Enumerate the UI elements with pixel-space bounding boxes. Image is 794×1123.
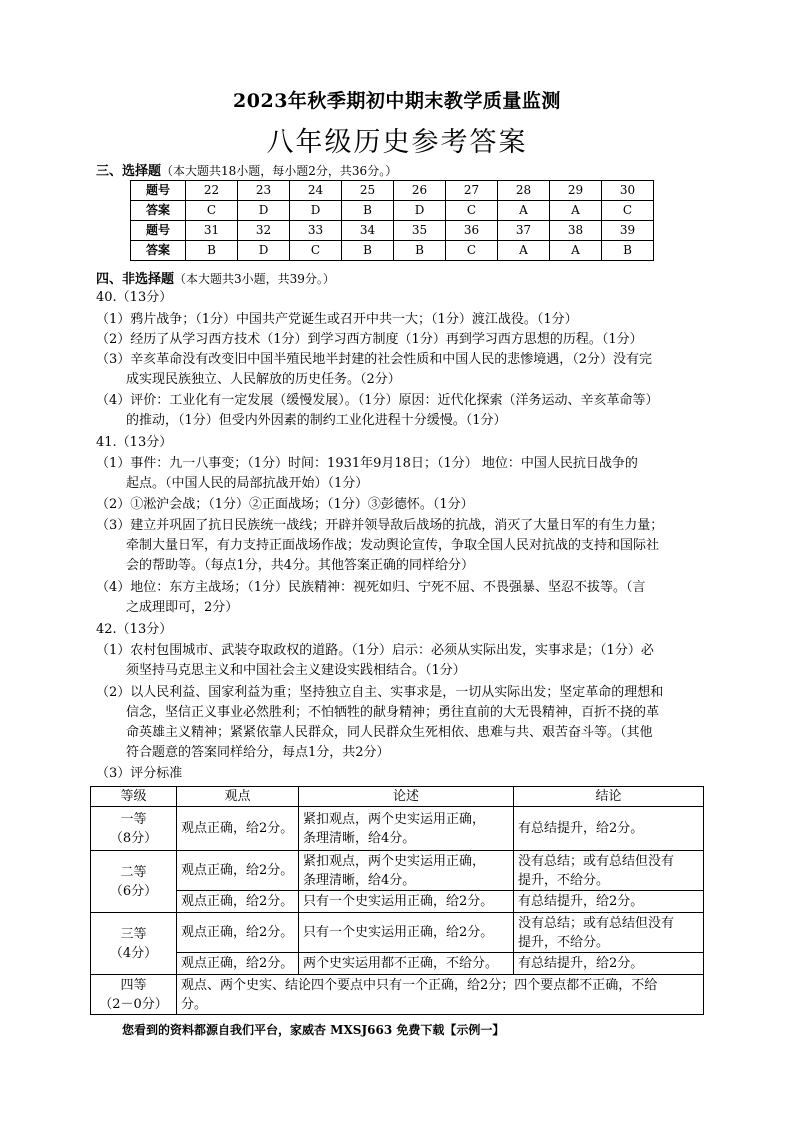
table-row: 二等 （6分） 观点正确，给2分。 紧扣观点，两个史实运用正确， 条理清晰，给4分。 没有总结；或有总结但没有 提升，不给分。 bbox=[91, 851, 704, 891]
table-row: 答案 B D C B B C A A B bbox=[131, 241, 654, 261]
table-row: 一等 （8分） 观点正确，给2分。 紧扣观点，两个史实运用正确， 条理清晰，给4分。 有总结提升，给2分。 bbox=[91, 807, 704, 851]
answer-line: 的推动，（1分）但受内外因素的制约工业化进程十分缓慢。（1分） bbox=[126, 413, 507, 428]
answer-line: 信念，坚信正义事业必然胜利；不怕牺牲的献身精神；勇往直前的大无畏精神，百折不挠的革 bbox=[126, 705, 660, 720]
table-row: 观点正确，给2分。 两个史实运用都不正确，不给分。 有总结提升，给2分。 bbox=[91, 953, 704, 975]
answer-line: （3）建立并巩固了抗日民族统一战线；开辟并领导敌后战场的抗战，消灭了大量日军的有生力量； bbox=[96, 518, 664, 533]
answer-line: 符合题意的答案同样给分，每点1分，共2分） bbox=[126, 745, 390, 760]
answer-line: 会的帮助等。（每点1分，共4分。其他答案正确的同样给分） bbox=[126, 558, 475, 573]
section-heading-multiple-choice: 三、选择题（本大题共18小题，每小题2分，共36分。） bbox=[96, 164, 398, 179]
question-42-header: 42.（13分） bbox=[96, 622, 173, 637]
table-row: 三等 （4分） 观点正确，给2分。 只有一个史实运用正确，给2分。 没有总结；或有总结但没有 提升，不给分。 bbox=[91, 913, 704, 953]
answer-line: （1）农村包围城市、武装夺取政权的道路。（1分）启示：必须从实际出发，实事求是；（1分）必 bbox=[96, 643, 654, 658]
table-row: 观点正确，给2分。 只有一个史实运用正确，给2分。 有总结提升，给2分。 bbox=[91, 891, 704, 913]
answer-line: 牵制大量日军，有力支持正面战场作战；发动舆论宣传，争取全国人民对抗战的支持和国际社 bbox=[126, 538, 660, 553]
answer-line: 命英雄主义精神；紧紧依靠人民群众，同人民群众生死相依、患难与共、艰苦奋斗等。（其他 bbox=[126, 725, 653, 740]
multiple-choice-answer-table bbox=[130, 180, 654, 261]
answer-line: （3）辛亥革命没有改变旧中国半殖民地半封建的社会性质和中国人民的悲惨境遇，（2分）没有完 bbox=[96, 352, 653, 367]
answer-line: （4）评价：工业化有一定发展（缓慢发展）。（1分）原因：近代化探索（洋务运动、辛亥革命等） bbox=[96, 393, 659, 408]
section-heading-non-choice: 四、非选择题（本大题共3小题，共39分。） bbox=[96, 272, 335, 287]
answer-line: 起点。（中国人民的局部抗战开始）（1分） bbox=[126, 476, 369, 491]
table-row: 题号 31 32 33 34 35 36 37 38 39 bbox=[131, 221, 654, 241]
question-40-header: 40.（13分） bbox=[96, 290, 173, 305]
answer-line: （4）地位：东方主战场；（1分）民族精神：视死如归、宁死不屈、不畏强暴、坚忍不拔等。（言 bbox=[96, 580, 646, 595]
table-row: 答案 C D D B D C A A C bbox=[131, 201, 654, 221]
document-title: 八年级历史参考答案 bbox=[266, 127, 528, 158]
answer-line: （1）事件：九一八事变；（1分）时间：1931年9月18日；（1分） 地位：中国人民抗日战争的 bbox=[96, 456, 638, 471]
footer-note: 您看到的资料都源自我们平台，家威杏 MXSJ663 免费下载【示例一】 bbox=[122, 1023, 505, 1037]
answer-line: 之成理即可，2分） bbox=[126, 600, 239, 615]
answer-line: 须坚持马克思主义和中国社会主义建设实践相结合。（1分） bbox=[126, 663, 466, 678]
answer-line: （1）鸦片战争；（1分）中国共产党诞生或召开中共一大；（1分）渡江战役。（1分） bbox=[96, 312, 578, 327]
grading-standard-table bbox=[90, 786, 704, 1015]
answer-line: （2）①淞沪会战；（1分）②正面战场；（1分）③彭德怀。（1分） bbox=[96, 497, 474, 512]
question-41-header: 41.（13分） bbox=[96, 435, 173, 450]
answer-line: （3）评分标准 bbox=[96, 766, 183, 781]
table-row: 四等 （2－0分） 观点、两个史实、结论四个要点中只有一个正确，给2分；四个要点都不正确，不给 分。 bbox=[91, 975, 704, 1015]
answer-line: （2）以人民利益、国家利益为重；坚持独立自主、实事求是，一切从实际出发；坚定革命的理想和 bbox=[96, 685, 664, 700]
table-row: 题号 22 23 24 25 26 27 28 29 30 bbox=[131, 181, 654, 201]
exam-title: 2023年秋季期初中期末教学质量监测 bbox=[233, 90, 561, 112]
answer-line: 成实现民族独立、人民解放的历史任务。（2分） bbox=[126, 372, 401, 387]
answer-line: （2）经历了从学习西方技术（1分）到学习西方制度（1分）再到学习西方思想的历程。（1分） bbox=[96, 332, 643, 347]
table-row: 等级 观点 论述 结论 bbox=[91, 787, 704, 807]
